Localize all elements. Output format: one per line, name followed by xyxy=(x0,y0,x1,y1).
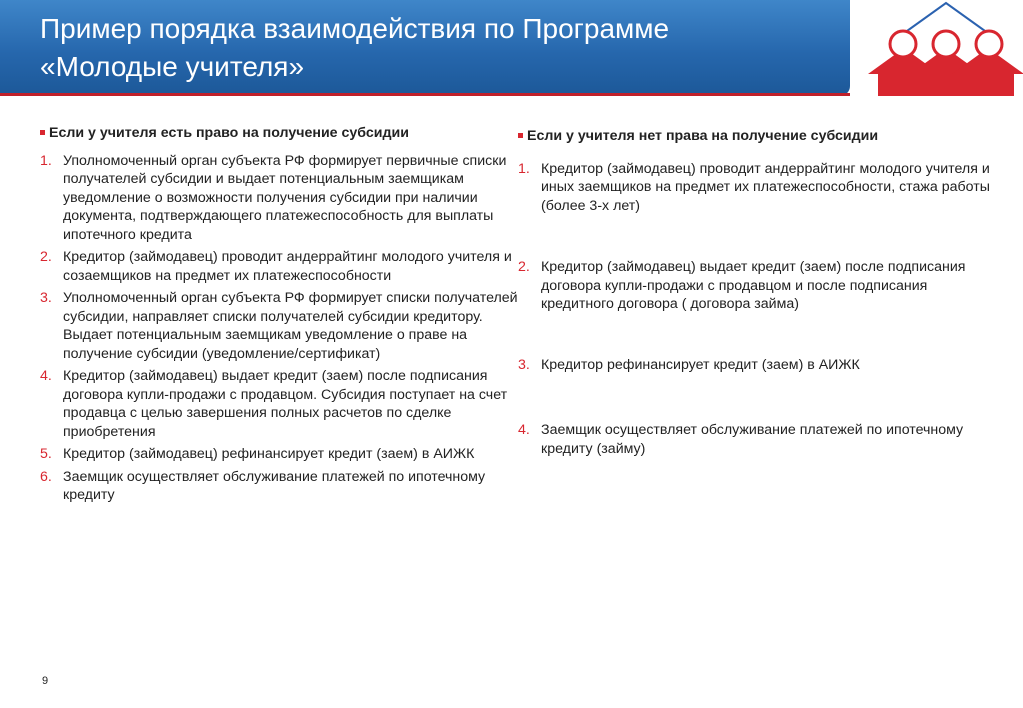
square-bullet-icon xyxy=(518,133,523,138)
list-item-text: Кредитор (займодавец) рефинансирует кредит (заем) в АИЖК xyxy=(63,446,475,462)
slide-title-line1: Пример порядка взаимодействия по Программе xyxy=(40,13,670,44)
list-item xyxy=(40,468,524,505)
list-number: 2. xyxy=(40,249,52,265)
list-number: 1. xyxy=(518,160,530,177)
header-red-stripe xyxy=(0,93,850,96)
list-number: 3. xyxy=(518,356,530,373)
list-item-text: Заемщик осуществляет обслуживание платежей по ипотечному кредиту xyxy=(63,468,486,503)
list-number: 2. xyxy=(518,259,530,275)
list-number: 3. xyxy=(40,290,52,306)
list-item-text: Уполномоченный орган субъекта РФ формирует первичные списки получателей субсидии и выдает потенциальным заемщикам уведомление о возможности получения субсидии при наличии документа, подтверждающего платежеспособность для выплаты ипотечного кредита xyxy=(63,152,507,243)
list-item-text: Кредитор (займодавец) выдает кредит (заем) после подписания договора купли-продажи с продавцом и после подписания кредитного договора ( договора займа) xyxy=(541,259,966,312)
slide-title-line2: «Молодые учителя» xyxy=(40,51,305,82)
list-number: 4. xyxy=(518,422,530,438)
list-item-text: Кредитор рефинансирует кредит (заем) в АИЖК xyxy=(541,356,860,373)
list-number: 5. xyxy=(40,446,52,462)
list-number: 1. xyxy=(40,152,52,169)
right-column-heading xyxy=(518,127,998,146)
left-column xyxy=(40,124,524,509)
list-item-text: Кредитор (займодавец) выдает кредит (заем) после подписания договора купли-продажи с продавцом. Субсидия поступает на счет продавца с целью завершения полных расчетов по сделке приобретения xyxy=(63,368,508,440)
list-item xyxy=(40,152,524,245)
list-item-text: Уполномоченный орган субъекта РФ формирует списки получателей субсидии, направляет списки получателей субсидии кредитору. Выдает потенциальным заемщикам уведомление о праве на получение субсидии (уведомление/сертификат) xyxy=(63,290,518,362)
list-item xyxy=(40,248,524,285)
list-item xyxy=(40,289,524,363)
houses-logo-icon xyxy=(868,0,1023,98)
list-item-text: Кредитор (займодавец) проводит андеррайтинг молодого учителя и иных заемщиков на предмет их платежеспособности, стажа работы (более 3-х лет) xyxy=(541,160,990,214)
list-item-text: Заемщик осуществляет обслуживание платежей по ипотечному кредиту (займу) xyxy=(541,422,964,457)
list-number: 4. xyxy=(40,368,52,384)
square-bullet-icon xyxy=(40,130,45,135)
page-number: 9 xyxy=(42,675,49,687)
list-item xyxy=(40,367,524,441)
list-item xyxy=(518,356,998,375)
list-item xyxy=(518,258,998,314)
list-item xyxy=(518,421,998,458)
list-item xyxy=(40,445,524,464)
list-number: 6. xyxy=(40,468,52,485)
right-column xyxy=(518,127,998,458)
slide-title xyxy=(40,10,830,86)
right-heading-text: Если у учителя нет права на получение субсидии xyxy=(527,128,879,144)
left-heading-text: Если у учителя есть право на получение субсидии xyxy=(49,125,409,141)
list-item xyxy=(518,160,998,216)
left-column-heading xyxy=(40,124,524,143)
list-item-text: Кредитор (займодавец) проводит андеррайтинг молодого учителя и созаемщиков на предмет их платежеспособности xyxy=(63,249,512,284)
